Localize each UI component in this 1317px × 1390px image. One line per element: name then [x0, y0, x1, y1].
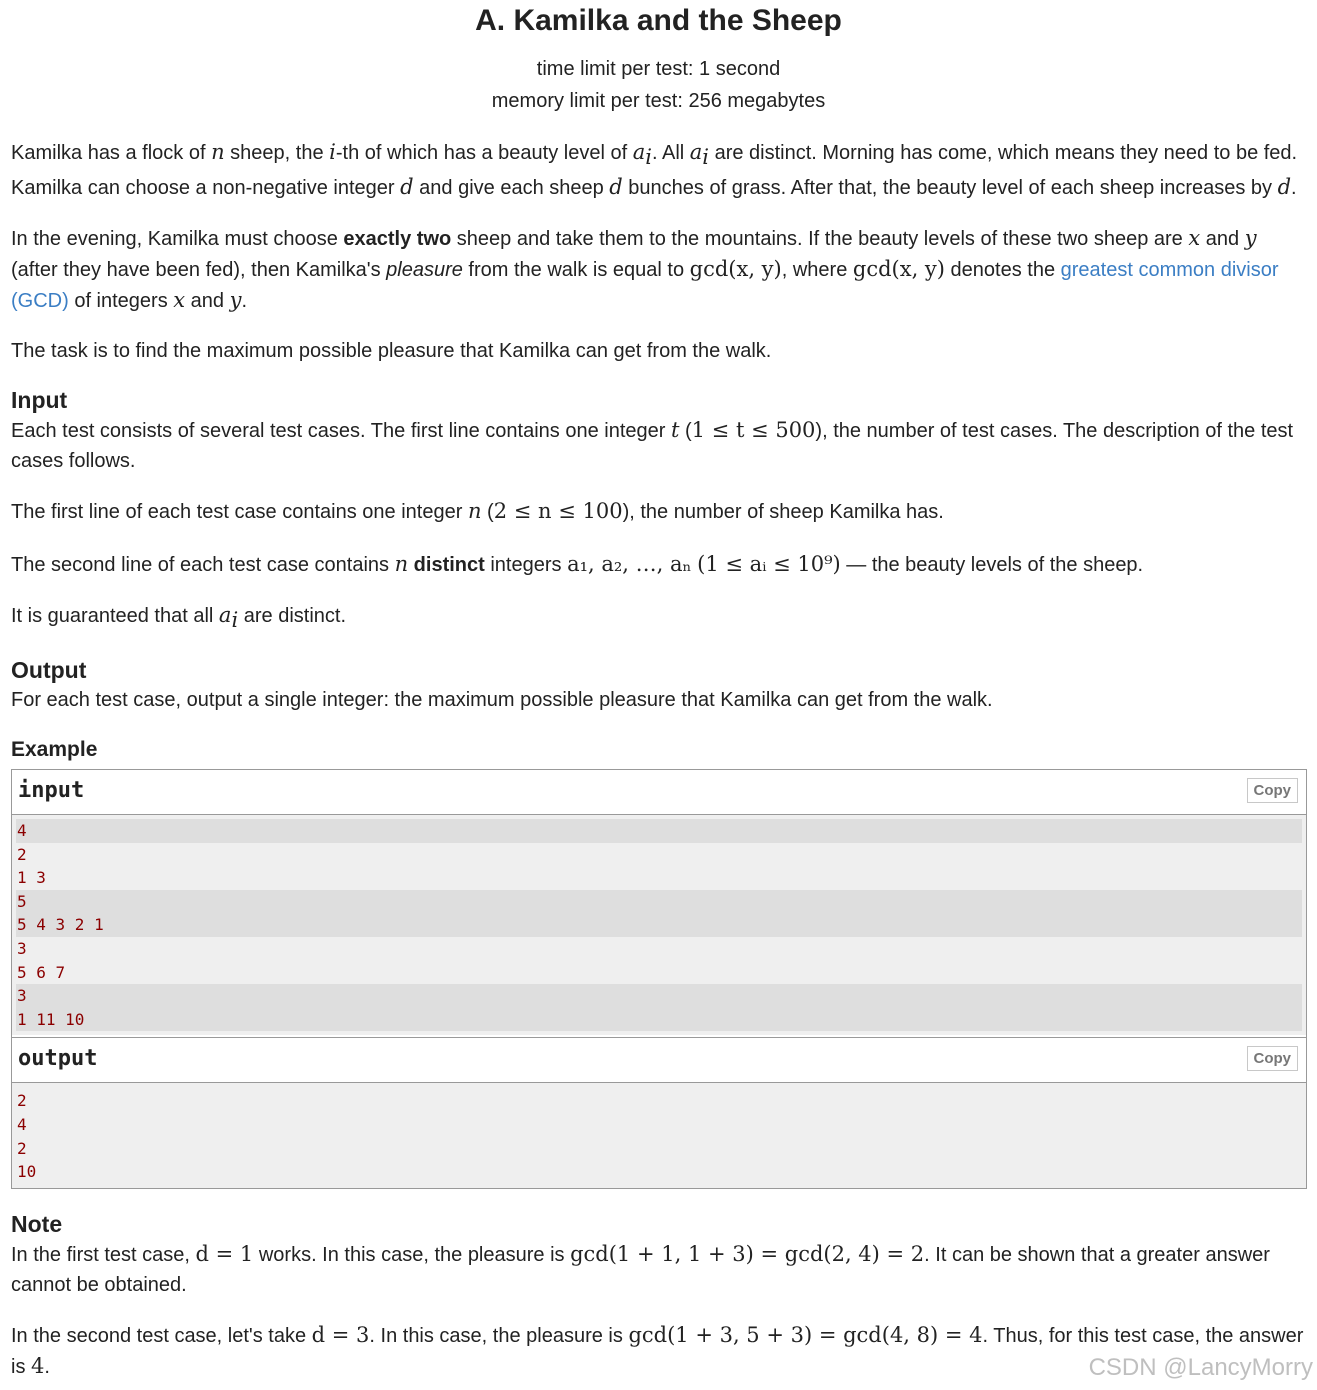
statement-p3: The task is to find the maximum possible pleasure that Kamilka can get from the walk.: [11, 340, 772, 362]
gcd-link[interactable]: greatest common divisor (GCD): [11, 259, 1279, 312]
statement: [11, 137, 1306, 366]
sample-line: 2: [17, 844, 27, 864]
memory-limit: memory limit per test: 256 megabytes: [491, 90, 826, 112]
sample-box: [11, 769, 1307, 1189]
note-p2: In the second test case, let's take d = 3. In this case, the pleasure is gcd(1 + 3, 5 + 3) = gcd(4, 8) = 4. Thus, for this test case, the answer is 4.: [11, 1322, 1304, 1378]
copy-input-button[interactable]: Copy: [1247, 778, 1299, 803]
sample-line: 3: [17, 938, 27, 958]
sample-line: 4: [16, 819, 1302, 843]
copy-output-button[interactable]: Copy: [1247, 1046, 1299, 1071]
problem-title: A. Kamilka and the Sheep: [475, 4, 842, 37]
input-section: [11, 385, 1306, 635]
sample-line: 1 11 10: [16, 1008, 1302, 1032]
output-section: [11, 655, 1306, 715]
sample-output: [12, 1037, 1306, 1187]
sample-line: 5 6 7: [17, 962, 66, 982]
sample-line: 3: [16, 984, 1302, 1008]
sample-line: 2: [17, 1091, 27, 1111]
statement-p1: Kamilka has a flock of n sheep, the i-th of which has a beauty level of $a_i$. All $a_i$ are distinct. Morning has come, which means they need to be fed. Kamilka can choose a non-negative integer d and give each sheep d bunches of grass. After that, the beauty level of each sheep increases by d.: [11, 140, 1298, 199]
sample-line: 4: [17, 1114, 27, 1134]
limits: [11, 53, 1306, 117]
input-p1: Each test consists of several test cases. The first line contains one integer t (1 ≤ t ≤ 500), the number of test cases. The description of the test cases follows.: [11, 418, 1294, 472]
input-p4: It is guaranteed that all $a_i$ are distinct.: [11, 603, 346, 632]
input-pre: [12, 815, 1306, 1035]
sample-line: 1 3: [17, 868, 46, 888]
input-p3: The second line of each test case contains n distinct integers a₁, a₂, …, aₙ (1 ≤ aᵢ ≤ 10⁹) — the beauty levels of the sheep.: [11, 552, 1144, 576]
example-title: Example: [11, 738, 98, 761]
example-section: [11, 735, 1306, 1189]
note-title: Note: [11, 1210, 63, 1237]
output-p1: For each test case, output a single integer: the maximum possible pleasure that Kamilka can get from the walk.: [11, 689, 993, 711]
input-label: input: [18, 778, 85, 803]
sample-line: 5: [16, 890, 1302, 914]
watermark: CSDN @LancyMorry: [1088, 1354, 1313, 1381]
output-title: Output: [11, 657, 87, 683]
sample-input: [12, 770, 1306, 1035]
output-label: output: [18, 1046, 98, 1072]
input-title: Input: [11, 387, 68, 413]
time-limit: time limit per test: 1 second: [536, 58, 781, 80]
sample-line: 10: [17, 1162, 37, 1182]
note-p1: In the first test case, d = 1 works. In this case, the pleasure is gcd(1 + 1, 1 + 3) = gcd(2, 4) = 2. It can be shown that a greater answer cannot be obtained.: [11, 1241, 1270, 1296]
sample-line: 5 4 3 2 1: [16, 913, 1302, 937]
input-p2: The first line of each test case contains one integer n (2 ≤ n ≤ 100), the number of sheep Kamilka has.: [11, 499, 944, 523]
statement-p2: In the evening, Kamilka must choose exactly two sheep and take them to the mountains. If the beauty levels of these two sheep are x and y (after they have been fed), then Kamilka's pleasure from the walk is equal to gcd(x, y), where gcd(x, y) denotes the greatest common divisor (GCD) of integers x and y.: [11, 226, 1279, 312]
sample-line: 2: [17, 1138, 27, 1158]
output-pre: [12, 1083, 1306, 1187]
